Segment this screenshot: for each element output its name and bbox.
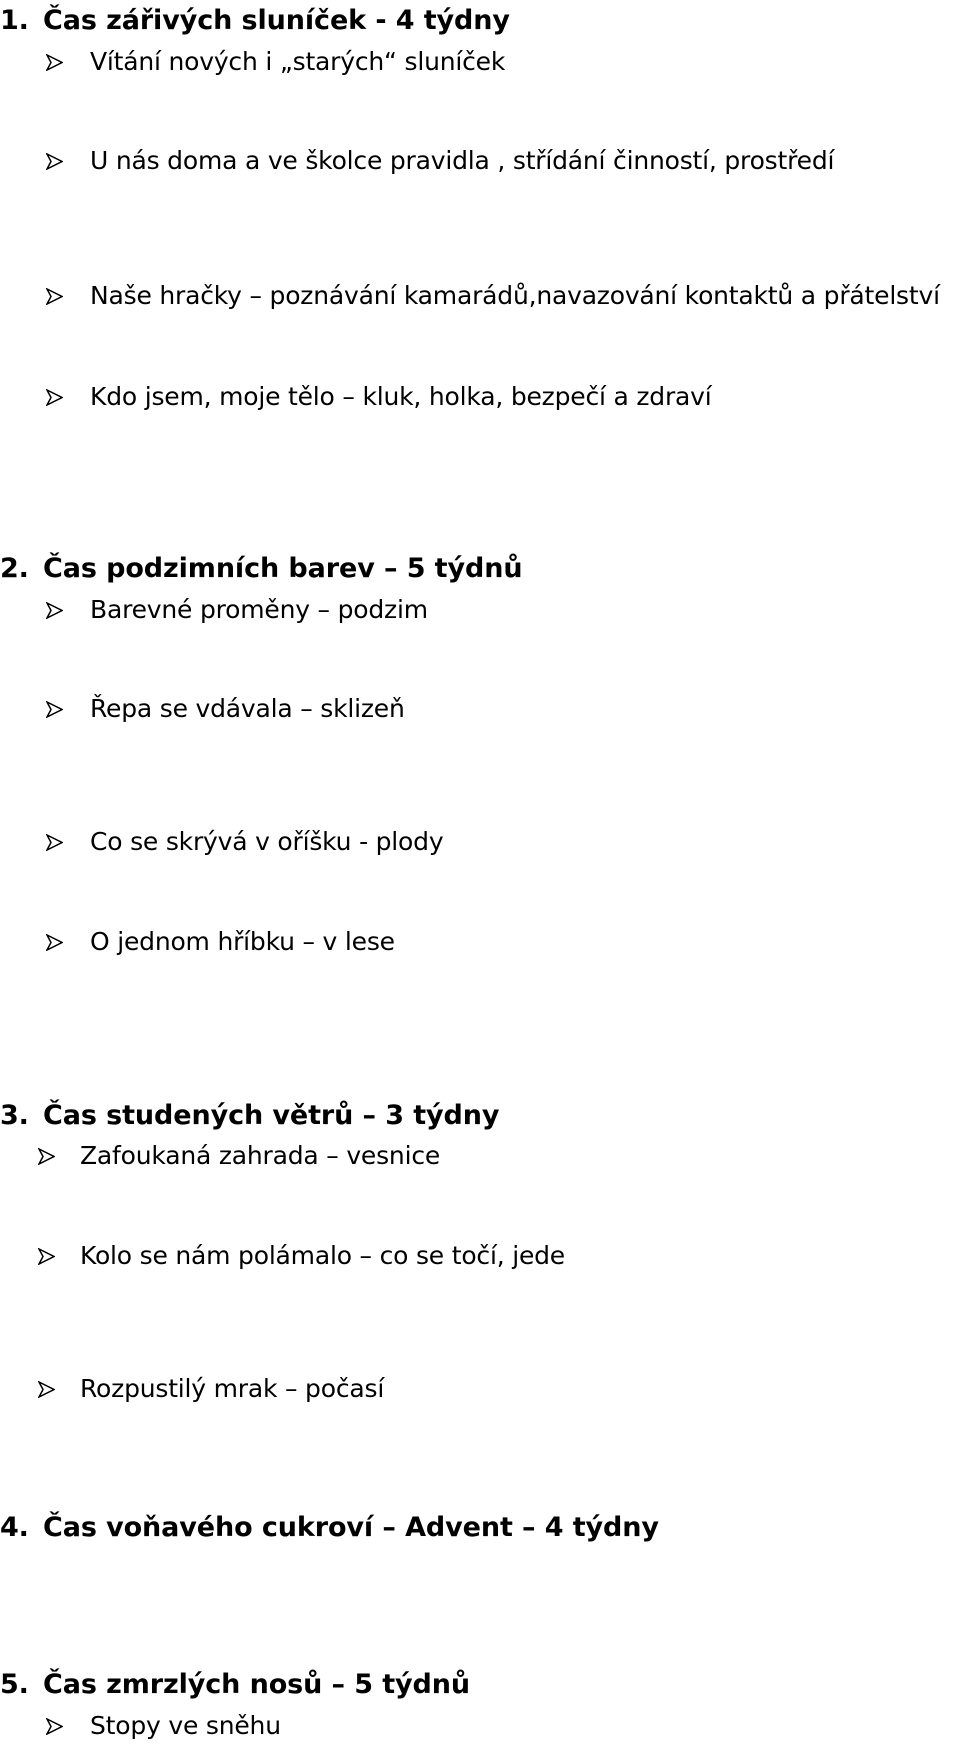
section-number: 2. bbox=[0, 553, 29, 584]
arrowhead-bullet-icon bbox=[46, 602, 63, 619]
section-number: 5. bbox=[0, 1669, 29, 1700]
arrowhead-bullet-icon bbox=[46, 389, 63, 406]
list-item-text: Zafoukaná zahrada – vesnice bbox=[80, 1141, 441, 1170]
list-item-text: Kdo jsem, moje tělo – kluk, holka, bezpečí a zdraví bbox=[90, 382, 712, 411]
section-heading-5 bbox=[0, 1668, 470, 1702]
arrowhead-bullet-icon bbox=[38, 1148, 55, 1165]
section-title: Čas studených větrů – 3 týdny bbox=[43, 1100, 500, 1131]
arrowhead-bullet-icon bbox=[46, 288, 63, 305]
arrowhead-bullet-icon bbox=[46, 934, 63, 951]
list-item-text: Vítání nových i „starých“ sluníček bbox=[90, 47, 506, 76]
list-item-text: Kolo se nám polámalo – co se točí, jede bbox=[80, 1241, 565, 1270]
list-item-text: Stopy ve sněhu bbox=[90, 1711, 281, 1740]
section-title: Čas zářivých sluníček - 4 týdny bbox=[43, 5, 510, 36]
section-heading-2 bbox=[0, 552, 522, 586]
arrowhead-bullet-icon bbox=[46, 701, 63, 718]
section-heading-1 bbox=[0, 4, 510, 38]
list-item-text: Barevné proměny – podzim bbox=[90, 595, 428, 624]
section-heading-3 bbox=[0, 1099, 499, 1133]
arrowhead-bullet-icon bbox=[46, 834, 63, 851]
arrowhead-bullet-icon bbox=[46, 1718, 63, 1735]
section-number: 1. bbox=[0, 5, 29, 36]
arrowhead-bullet-icon bbox=[38, 1381, 55, 1398]
section-title: Čas podzimních barev – 5 týdnů bbox=[43, 553, 523, 584]
arrowhead-bullet-icon bbox=[46, 54, 63, 71]
list-item-text: U nás doma a ve školce pravidla , střídání činností, prostředí bbox=[90, 146, 835, 175]
section-title: Čas voňavého cukroví – Advent – 4 týdny bbox=[43, 1512, 659, 1543]
list-item-text: Rozpustilý mrak – počasí bbox=[80, 1374, 385, 1403]
list-item-text: O jednom hříbku – v lese bbox=[90, 927, 395, 956]
list-item-text: Co se skrývá v oříšku - plody bbox=[90, 827, 444, 856]
list-item-text: Naše hračky – poznávání kamarádů,navazování kontaktů a přátelství bbox=[90, 281, 940, 310]
list-item-text: Řepa se vdávala – sklizeň bbox=[90, 694, 405, 723]
section-number: 4. bbox=[0, 1512, 29, 1543]
section-heading-4 bbox=[0, 1511, 659, 1545]
section-number: 3. bbox=[0, 1100, 29, 1131]
arrowhead-bullet-icon bbox=[46, 153, 63, 170]
section-title: Čas zmrzlých nosů – 5 týdnů bbox=[43, 1669, 470, 1700]
arrowhead-bullet-icon bbox=[38, 1248, 55, 1265]
